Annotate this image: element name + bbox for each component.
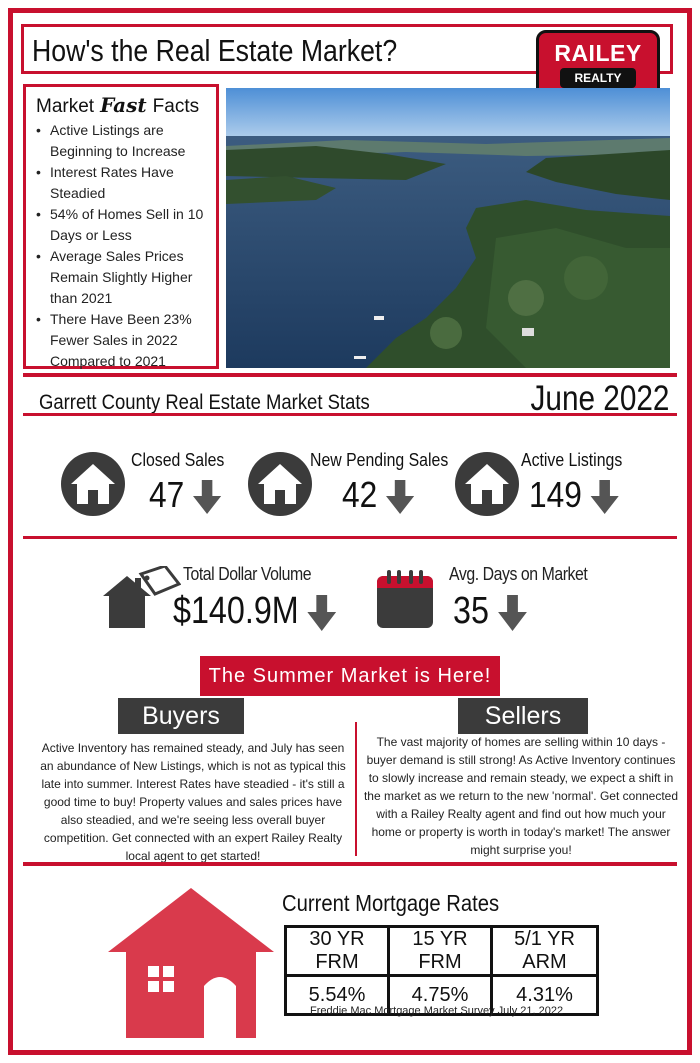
- stats-title: Garrett County Real Estate Market Stats: [39, 391, 370, 414]
- facts-heading-facts: Facts: [152, 96, 200, 117]
- avg-days-on-market-label: Avg. Days on Market: [449, 564, 588, 584]
- rate-value: 4.75%: [390, 977, 493, 1013]
- facts-heading: [36, 93, 208, 118]
- closed-sales-value-wrap: [149, 474, 221, 516]
- closed-sales-value: 47: [149, 474, 185, 515]
- calendar-icon: [377, 570, 433, 628]
- down-arrow-icon: [193, 480, 221, 514]
- rate-header: 5/1 YR ARM: [493, 928, 596, 977]
- down-arrow-icon: [498, 595, 527, 631]
- market-fast-facts: [23, 84, 219, 369]
- stats-header: [23, 373, 677, 418]
- buyers-text: Active Inventory has remained steady, and July has seen an abundance of New Listings, which is not as typical this late into summer. Interest Rates have steadied - it's still a good time to buy! Property values and sales prices have also steadied, and we're seeing less overall buyer competition. Get connected with an expert Railey Realty local agent to get started!: [40, 741, 346, 863]
- down-arrow-icon: [386, 480, 414, 514]
- active-listings-stat: [455, 432, 655, 522]
- new-pending-sales-value-wrap: [342, 474, 414, 516]
- house-icon: [248, 452, 312, 516]
- volume-days-row: [23, 542, 677, 662]
- rate-value: 5.54%: [287, 977, 390, 1013]
- rate-header: 30 YR FRM: [287, 928, 390, 977]
- logo-realty: REALTY: [560, 68, 635, 88]
- house-icon: [108, 888, 274, 1038]
- page-title: How's the Real Estate Market?: [32, 33, 398, 68]
- closed-sales-stat: [61, 432, 261, 522]
- price-tag-house-icon: [101, 566, 181, 630]
- facts-heading-market: Market: [36, 96, 95, 117]
- rate-header: 15 YR FRM: [390, 928, 493, 977]
- active-listings-label: Active Listings: [521, 450, 623, 470]
- rate-value: 4.31%: [516, 983, 573, 1006]
- down-arrow-icon: [591, 480, 619, 514]
- house-icon: [455, 452, 519, 516]
- fact-item: • Active Listings are Beginning to Increase: [36, 120, 208, 162]
- facts-list: [36, 120, 208, 372]
- new-pending-sales-label: New Pending Sales: [310, 450, 449, 470]
- active-listings-value-wrap: [529, 474, 619, 516]
- fact-item: • There Have Been 23% Fewer Sales in 2022 Compared to 2021: [36, 309, 208, 372]
- new-pending-sales-stat: [248, 432, 448, 522]
- buyers-label: Buyers: [118, 698, 244, 734]
- down-arrow-icon: [308, 595, 337, 631]
- fact-item: • Average Sales Prices Remain Slightly Higher than 2021: [36, 246, 208, 309]
- total-dollar-volume-value: $140.9M: [173, 590, 299, 632]
- column-divider: [355, 722, 357, 856]
- total-dollar-volume-label: Total Dollar Volume: [183, 564, 312, 584]
- logo-railey: RAILEY: [554, 40, 642, 66]
- section-divider: [23, 862, 677, 866]
- sales-stats-row: [23, 413, 677, 539]
- summer-market-banner: The Summer Market is Here!: [200, 656, 500, 696]
- new-pending-sales-value: 42: [342, 474, 378, 515]
- avg-days-on-market-value-wrap: [453, 590, 527, 633]
- avg-days-on-market-value: 35: [453, 590, 489, 632]
- sellers-text: The vast majority of homes are selling within 10 days - buyer demand is still strong! As Active Inventory continues to slowly increase and remain steady, we expect a shift in the market as we return to the new 'normal'. Get connected with a Railey Realty agent and find out how much your home or property is worth in today's market! The answer might surprise you!: [363, 735, 679, 857]
- facts-heading-fast: Fast: [100, 93, 147, 117]
- lake-aerial-photo: [226, 88, 670, 368]
- sellers-label: Sellers: [458, 698, 588, 734]
- mortgage-rates-table: [284, 925, 599, 1016]
- total-dollar-volume-value-wrap: [173, 590, 337, 633]
- house-icon: [61, 452, 125, 516]
- active-listings-value: 149: [529, 474, 582, 515]
- fact-item: • Interest Rates Have Steadied: [36, 162, 208, 204]
- stats-date: June 2022: [530, 379, 669, 418]
- table-row: [287, 928, 596, 977]
- closed-sales-label: Closed Sales: [131, 450, 225, 470]
- fact-item: • 54% of Homes Sell in 10 Days or Less: [36, 204, 208, 246]
- rates-source: Freddie Mac Mortgage Market Survey July 21, 2022: [310, 1005, 564, 1017]
- mortgage-rates-title: Current Mortgage Rates: [282, 890, 500, 916]
